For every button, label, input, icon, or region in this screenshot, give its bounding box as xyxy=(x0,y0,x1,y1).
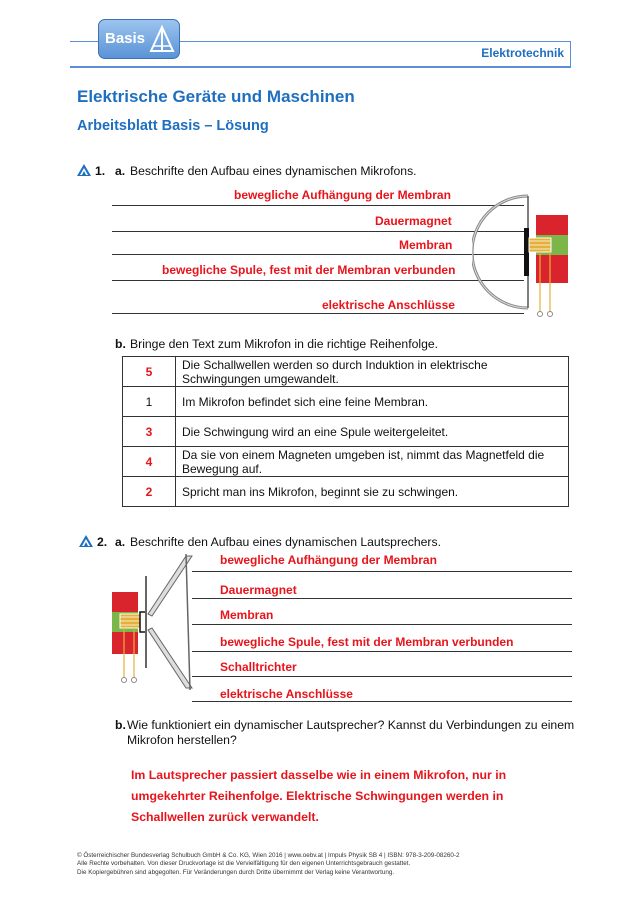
triangle-logo-icon xyxy=(149,24,175,54)
order-text: Da sie von einem Magneten umgeben ist, nimmt das Magnetfeld die Bewegung auf. xyxy=(176,447,569,477)
order-number: 5 xyxy=(123,357,176,387)
page-subtitle: Arbeitsblatt Basis – Lösung xyxy=(77,118,269,134)
order-number: 3 xyxy=(123,417,176,447)
order-text: Die Schallwellen werden so durch Induktion in elektrische Schwingungen umgewandelt. xyxy=(176,357,569,387)
order-text: Die Schwingung wird an eine Spule weitergeleitet. xyxy=(176,417,569,447)
answer-line xyxy=(112,280,524,281)
speaker-label-connectors: elektrische Anschlüsse xyxy=(220,687,353,701)
table-row xyxy=(123,357,569,387)
order-number: 1 xyxy=(123,387,176,417)
speaker-label-membrane: Membran xyxy=(220,608,274,622)
footer-copyright: © Österreichischer Bundesverlag Schulbuch GmbH & Co. KG, Wien 2016 | www.oebv.at | Impuls Physik SB 4 | ISBN: 978-3-209-08260-2 xyxy=(77,852,460,859)
speaker-label-suspension: bewegliche Aufhängung der Membran xyxy=(220,553,437,567)
task2a-letter: a. xyxy=(115,535,126,549)
page-title: Elektrische Geräte und Maschinen xyxy=(77,87,355,106)
difficulty-icon xyxy=(77,164,91,176)
table-row xyxy=(123,387,569,417)
task1b-letter: b. xyxy=(115,337,126,351)
order-number: 4 xyxy=(123,447,176,477)
speaker-label-magnet: Dauermagnet xyxy=(220,583,297,597)
speaker-label-horn: Schalltrichter xyxy=(220,660,297,674)
answer-line xyxy=(192,676,572,677)
order-number: 2 xyxy=(123,477,176,507)
order-text: Im Mikrofon befindet sich eine feine Membran. xyxy=(176,387,569,417)
answer-line xyxy=(112,231,524,232)
task2b-letter: b. xyxy=(115,718,126,732)
task2b-answer: Im Lautsprecher passiert dasselbe wie in einem Mikrofon, nur in umgekehrter Reihenfolge. Elektrische Schwingungen werden in Schallwellen zurück verwandelt. xyxy=(131,768,507,824)
footer-rights: Alle Rechte vorbehalten. Von dieser Druckvorlage ist die Vervielfältigung für den eigenen Unterrichtsgebrauch gestattet. xyxy=(77,860,411,868)
table-row xyxy=(123,447,569,477)
answer-line xyxy=(192,651,572,652)
mic-label-magnet: Dauermagnet xyxy=(375,214,452,228)
task2a-instruction: Beschrifte den Aufbau eines dynamischen Lautsprechers. xyxy=(130,535,441,549)
speaker-label-coil: bewegliche Spule, fest mit der Membran verbunden xyxy=(220,635,514,649)
difficulty-icon xyxy=(79,535,93,547)
task1a-letter: a. xyxy=(115,164,126,178)
answer-line xyxy=(192,598,572,599)
task2b-instruction-line1: Wie funktioniert ein dynamischer Lautsprecher? Kannst du Verbindungen zu einem xyxy=(127,718,575,732)
answer-line xyxy=(192,701,572,702)
microphone-diagram xyxy=(472,188,572,320)
answer-line xyxy=(192,624,572,625)
answer-line xyxy=(112,254,524,255)
task2-number: 2. xyxy=(97,535,108,549)
table-row xyxy=(123,417,569,447)
answer-line xyxy=(192,571,572,572)
task2b-instruction-line2: Mikrofon herstellen? xyxy=(127,733,237,747)
order-table xyxy=(122,356,569,507)
footer-disclaimer: Die Kopiergebühren sind abgegolten. Für Veränderungen durch Dritte übernimmt der Verlag keine Verantwortung. xyxy=(77,868,395,876)
logo-text: Basis xyxy=(105,30,146,47)
mic-label-connectors: elektrische Anschlüsse xyxy=(322,298,455,312)
table-row xyxy=(123,477,569,507)
task1b-instruction: Bringe den Text zum Mikrofon in die richtige Reihenfolge. xyxy=(130,337,439,351)
basis-logo xyxy=(98,19,180,59)
task1-number: 1. xyxy=(95,164,106,178)
answer-line xyxy=(112,205,524,206)
footer xyxy=(77,852,460,877)
task1a-instruction: Beschrifte den Aufbau eines dynamischen Mikrofons. xyxy=(130,164,417,178)
mic-label-coil: bewegliche Spule, fest mit der Membran verbunden xyxy=(162,263,456,277)
mic-label-suspension: bewegliche Aufhängung der Membran xyxy=(234,188,451,202)
order-text: Spricht man ins Mikrofon, beginnt sie zu schwingen. xyxy=(176,477,569,507)
subject-label: Elektrotechnik xyxy=(481,46,564,60)
answer-line xyxy=(112,313,524,314)
mic-label-membrane: Membran xyxy=(399,238,453,252)
